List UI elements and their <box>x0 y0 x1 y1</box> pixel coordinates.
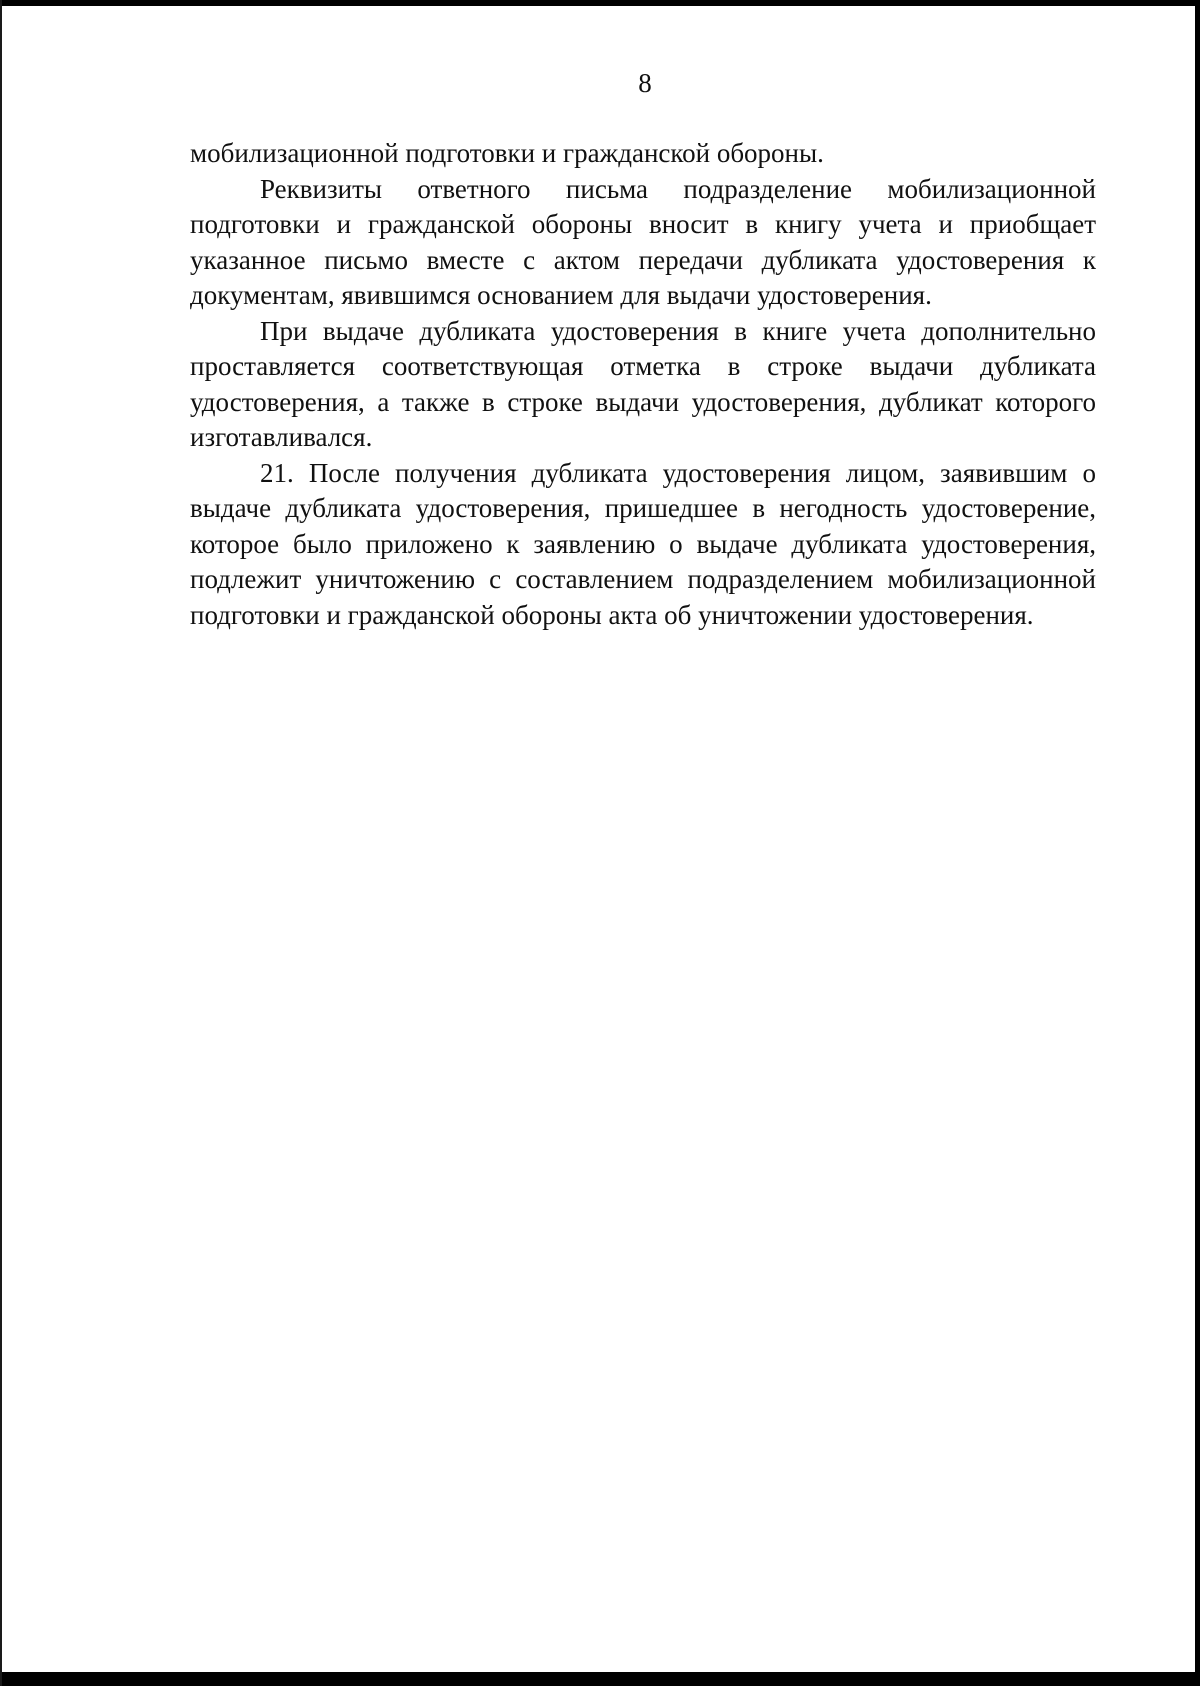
page-number: 8 <box>638 68 652 98</box>
paragraph-continuation: мобилизационной подготовки и гражданской обороны. <box>190 138 824 168</box>
scan-border-top <box>0 0 1200 6</box>
document-body <box>190 136 1096 633</box>
scan-border-left <box>0 0 2 1686</box>
paragraph-duplicate-issuance-mark: При выдаче дубликата удостоверения в книге учета дополнительно проставляется соответствующая отметка в строке выдачи дубликата удостоверения, а также в строке выдачи удостоверения, дубликат которого изготавливался. <box>190 315 1096 452</box>
paragraph-reply-letter-details: Реквизиты ответного письма подразделение мобилизационной подготовки и гражданской обороны вносит в книгу учета и приобщает указанное письмо вместе с актом передачи дубликата удостоверения к документам, явившимся основанием для выдачи удостоверения. <box>190 173 1096 310</box>
paragraph-clause-21: 21. После получения дубликата удостоверения лицом, заявившим о выдаче дубликата удостоверения, пришедшее в негодность удостоверение, которое было приложено к заявлению о выдаче дубликата удостоверения, подлежит уничтожению с составлением подразделением мобилизационной подготовки и гражданской обороны акта об уничтожении удостоверения. <box>190 457 1096 630</box>
scan-border-right <box>1195 0 1200 1686</box>
scan-border-bottom <box>0 1672 1200 1686</box>
